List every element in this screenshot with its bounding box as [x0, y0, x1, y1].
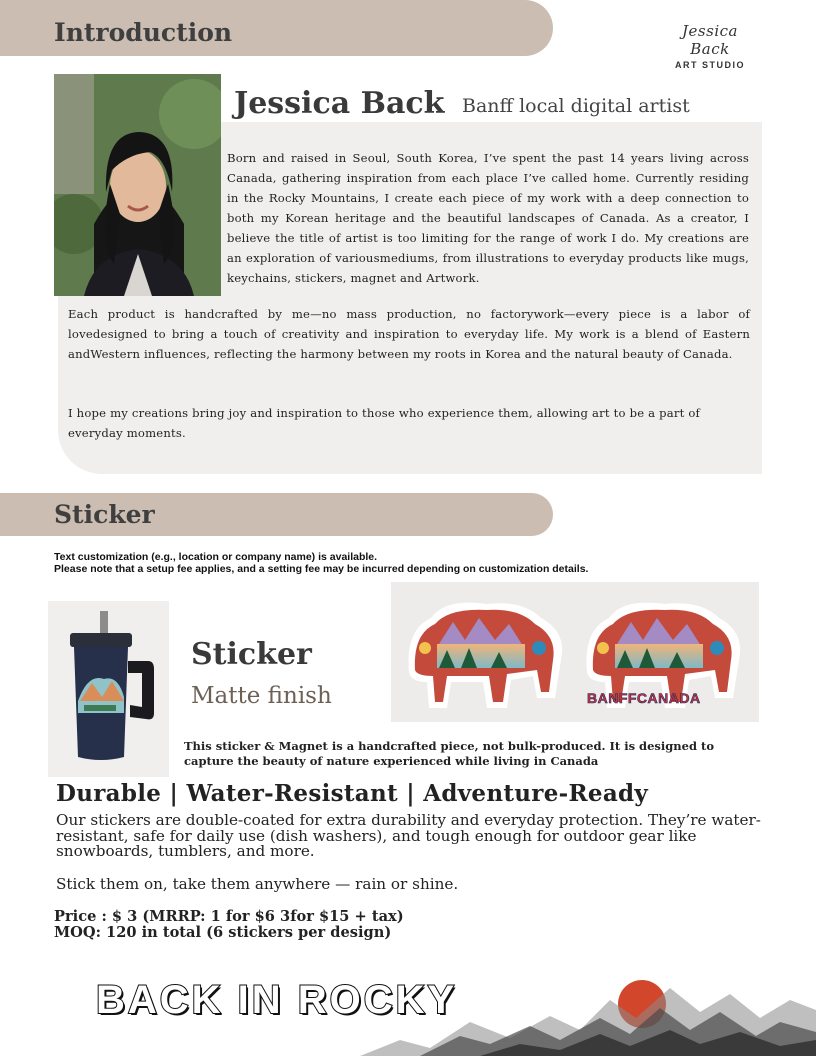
notice-line-1: Text customization (e.g., location or company name) is available.	[54, 551, 378, 563]
sticker-banner-title: Sticker	[54, 500, 155, 529]
bio-paragraph-1: Born and raised in Seoul, South Korea, I’ve spent the past 14 years living across Canada, gathering inspiration from each place I’ve called home. Currently residing in the Rocky Mountains, I create each piece of my work with a deep connection to both my Korean heritage and the beautiful landscapes of Canada. As a creator, I believe the title of artist is too limiting for the range of work I do. My creations are an exploration of variousmediums, from illustrations to everyday products like mugs, keychains, stickers, magnet and Artwork.	[227, 151, 749, 285]
bio-paragraph-2: Each product is handcrafted by me—no mass production, no factorywork—every piece is a labor of lovedesigned to bring a touch of creativity and inspiration to everyday life. My work is a blend of Eastern andWestern influences, reflecting the harmony between my roots in Korea and the natural beauty of Canada.	[68, 307, 750, 361]
handcrafted-note: This sticker & Magnet is a handcrafted piece, not bulk-produced. It is designed to capture the beauty of nature experienced while living in Canada	[184, 739, 714, 768]
artist-name: Jessica Back	[234, 86, 445, 121]
notice-line-2: Please note that a setup fee applies, and a setting fee may be incurred depending on customization details.	[54, 563, 589, 575]
studio-logo	[664, 22, 756, 70]
product-title: Sticker	[191, 637, 312, 672]
pricing-block	[54, 909, 404, 941]
intro-title: Introduction	[54, 18, 233, 47]
sticker-description: Our stickers are double-coated for extra durability and everyday protection. They’re water-resistant, safe for daily use (dish washers), and tough enough for outdoor gear like snowboards, tumblers, and more.	[56, 811, 761, 860]
product-finish: Matte finish	[191, 683, 332, 709]
logo-script: Jessica Back	[682, 22, 738, 58]
mountain-illustration	[360, 960, 816, 1060]
footer-brand: BACK IN ROCKY	[96, 978, 458, 1022]
artist-role: Banff local digital artist	[462, 95, 690, 117]
price-line: Price : $ 3 (MRRP: 1 for $6 3for $15 + tax)	[54, 908, 404, 925]
logo-subtitle: ART STUDIO	[675, 60, 745, 70]
bio-paragraph-3: I hope my creations bring joy and inspiration to those who experience them, allowing art to be a part of everyday moments.	[68, 406, 701, 440]
bear-stickers-image	[391, 582, 759, 722]
durability-headline: Durable | Water-Resistant | Adventure-Ready	[56, 780, 649, 807]
tumbler-image	[48, 601, 169, 777]
artist-portrait	[54, 74, 221, 296]
bear-sticker-caption: BANFFCANADA	[587, 690, 701, 706]
customization-notice	[54, 551, 588, 575]
stick-line: Stick them on, take them anywhere — rain or shine.	[56, 875, 459, 893]
moq-line: MOQ: 120 in total (6 stickers per design)	[54, 924, 392, 941]
